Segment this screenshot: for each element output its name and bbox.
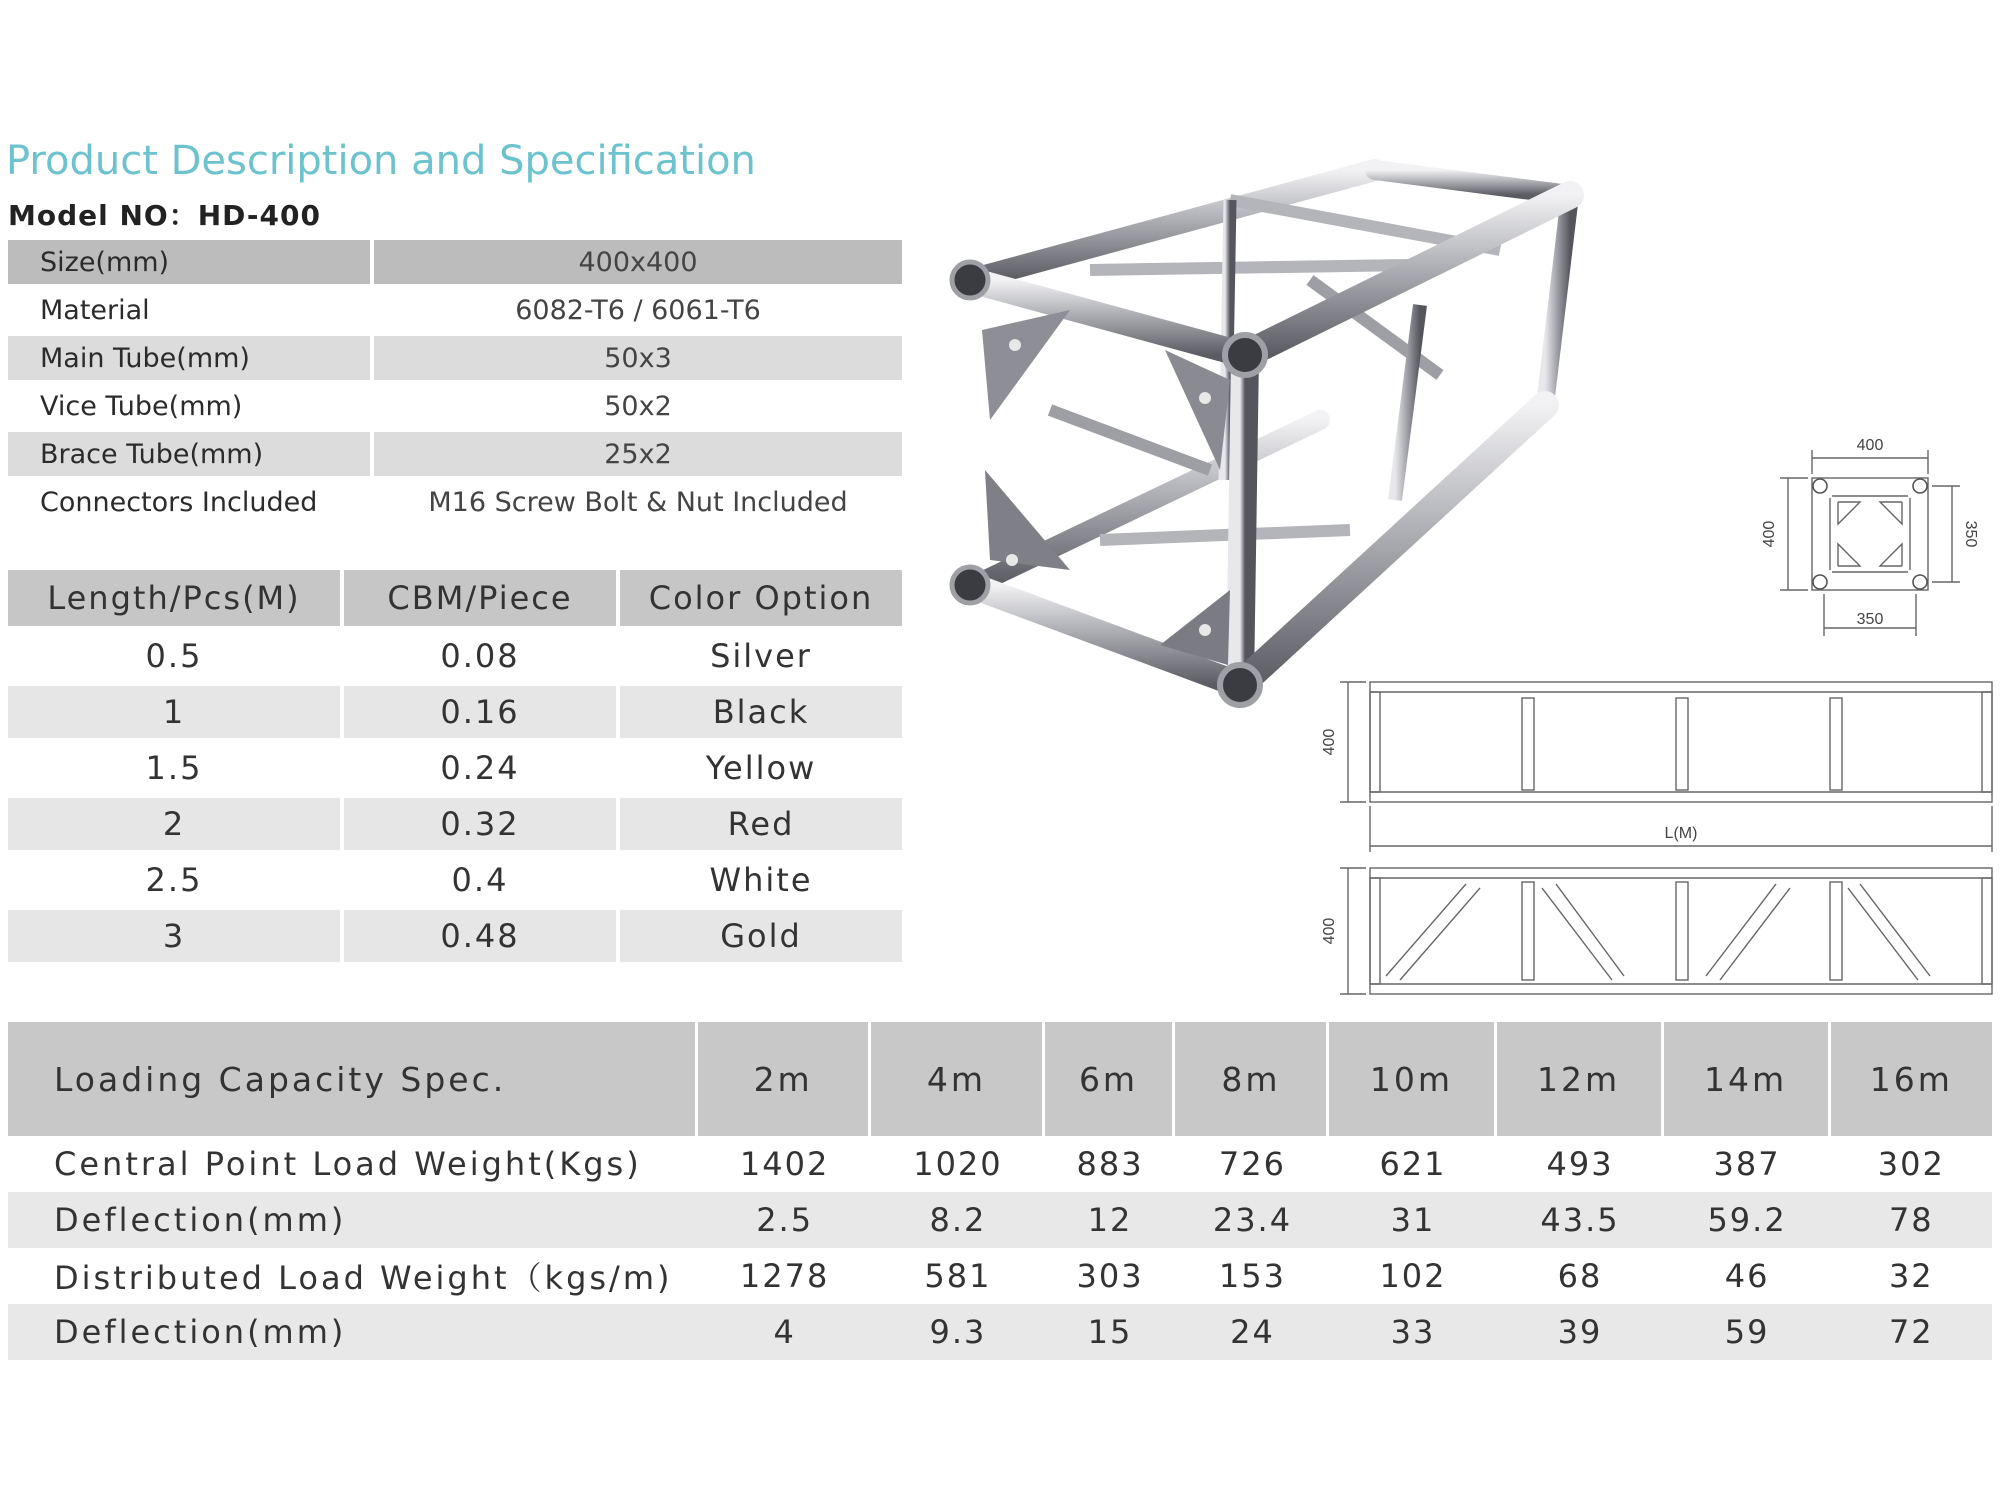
span-header: 12m: [1497, 1022, 1664, 1136]
dim-label: 350: [1962, 520, 1979, 548]
dim-label: 400: [1321, 728, 1338, 756]
table-cell: 2.5: [698, 1192, 871, 1248]
dim-label: 400: [1761, 520, 1778, 548]
brace: [1050, 410, 1210, 470]
table-row: [8, 1304, 1992, 1360]
table-cell: 493: [1546, 1145, 1614, 1183]
spec-key: Connectors Included: [40, 486, 318, 518]
cross-section-drawing: [1740, 428, 1980, 648]
dim-label: 350: [1856, 611, 1884, 628]
table-cell: 0.16: [344, 686, 620, 742]
row-label: Deflection(mm): [8, 1304, 698, 1360]
table-cell: 12: [1045, 1192, 1176, 1248]
table-cell: 33: [1329, 1304, 1496, 1360]
table-cell: 1.5: [8, 742, 344, 798]
column-header: Color Option: [620, 570, 902, 630]
row-label: Deflection(mm): [8, 1192, 698, 1248]
table-cell: Yellow: [620, 742, 902, 798]
model-number: Model NO：HD-400: [8, 199, 321, 232]
row-label: Distributed Load Weight（kgs/m): [54, 1259, 673, 1297]
dim-label: 400: [1856, 437, 1884, 454]
bolt-hole: [1009, 339, 1021, 351]
table-cell: 1402: [739, 1145, 830, 1183]
spec-row: [8, 432, 902, 476]
span-header: 14m: [1664, 1022, 1831, 1136]
row-label: Central Point Load Weight(Kgs): [54, 1145, 642, 1183]
spec-value: 6082-T6 / 6061-T6: [515, 294, 761, 326]
spec-table: [8, 236, 902, 528]
table-row: [8, 630, 902, 686]
column-header: Length/Pcs(M): [8, 570, 344, 630]
table-cell: 153: [1218, 1257, 1286, 1295]
table-row: [8, 854, 902, 910]
table-cell: 46: [1724, 1257, 1770, 1295]
table-header-row: [8, 1022, 1992, 1136]
tube-end: [1225, 335, 1265, 375]
table-cell: 78: [1831, 1192, 1992, 1248]
table-cell: Black: [620, 686, 902, 742]
vertical-brace: [1395, 305, 1420, 500]
length-cbm-color-table: [8, 570, 902, 966]
table-row: [8, 1192, 1992, 1248]
table-row: [8, 686, 902, 742]
far-vertical-tube: [1545, 195, 1570, 405]
brace: [1100, 530, 1350, 540]
table-cell: 23.4: [1175, 1192, 1329, 1248]
page-title: Product Description and Specification: [6, 138, 756, 184]
table-cell: 72: [1831, 1304, 1992, 1360]
table-cell: 3: [8, 910, 344, 966]
table-cell: 68: [1557, 1257, 1603, 1295]
table-cell: 43.5: [1497, 1192, 1664, 1248]
table-cell: 59.2: [1664, 1192, 1831, 1248]
table-cell: 32: [1888, 1257, 1934, 1295]
near-top-rail: [1245, 195, 1570, 355]
table-cell: 1: [8, 686, 344, 742]
span-header: 10m: [1329, 1022, 1496, 1136]
table-cell: 0.4: [344, 854, 620, 910]
table-cell: Silver: [620, 630, 902, 686]
table-cell: 9.3: [871, 1304, 1044, 1360]
table-cell: 59: [1664, 1304, 1831, 1360]
table-cell: 621: [1379, 1145, 1447, 1183]
spec-value: 50x2: [604, 390, 672, 422]
spec-value: 50x3: [374, 336, 902, 380]
table-cell: 302: [1877, 1145, 1945, 1183]
table-cell: Gold: [620, 910, 902, 966]
table-row: [8, 1248, 1992, 1304]
length-label: L(M): [1664, 825, 1698, 842]
spec-key: Main Tube(mm): [8, 336, 374, 380]
table-row: [8, 798, 902, 854]
table-cell: White: [620, 854, 902, 910]
tube-end: [952, 262, 988, 298]
dim-label: 400: [1321, 917, 1338, 945]
table-cell: 2: [8, 798, 344, 854]
table-cell: 24: [1175, 1304, 1329, 1360]
table-cell: 883: [1076, 1145, 1144, 1183]
truss-illustration: [940, 140, 1600, 730]
spec-value: 25x2: [374, 432, 902, 476]
table-cell: 387: [1713, 1145, 1781, 1183]
spec-value: M16 Screw Bolt & Nut Included: [428, 486, 848, 518]
table-cell: 303: [1076, 1257, 1144, 1295]
spec-row: [8, 240, 902, 284]
bolt-hole: [1199, 624, 1211, 636]
column-header: CBM/Piece: [344, 570, 620, 630]
spec-value: 400x400: [374, 240, 902, 284]
table-cell: 4: [698, 1304, 871, 1360]
spec-key: Material: [40, 294, 150, 326]
table-cell: 15: [1045, 1304, 1176, 1360]
table-row: [8, 742, 902, 798]
tube-end: [1220, 665, 1260, 705]
table-cell: Red: [620, 798, 902, 854]
gusset-plate: [982, 310, 1070, 420]
table-cell: 581: [924, 1257, 992, 1295]
front-right-vertical: [1240, 355, 1245, 685]
table-cell: 1020: [913, 1145, 1003, 1183]
spec-key: Brace Tube(mm): [8, 432, 374, 476]
far-top-rail: [1375, 170, 1570, 195]
spec-row: [8, 336, 902, 380]
table-cell: 2.5: [8, 854, 344, 910]
bolt-hole: [1006, 554, 1018, 566]
spec-key: Vice Tube(mm): [40, 390, 243, 422]
table-row: [8, 910, 902, 966]
side-elevation-drawings: [1320, 670, 2000, 1005]
table-cell: 8.2: [871, 1192, 1044, 1248]
span-header: 6m: [1045, 1022, 1176, 1136]
span-header: 16m: [1831, 1022, 1992, 1136]
table-cell: 1278: [739, 1257, 830, 1295]
table-cell: 726: [1218, 1145, 1286, 1183]
table-cell: 31: [1329, 1192, 1496, 1248]
table-cell: 39: [1497, 1304, 1664, 1360]
table-cell: 0.48: [344, 910, 620, 966]
spec-row: [8, 480, 902, 524]
table-cell: 102: [1379, 1257, 1447, 1295]
table-row: [8, 1136, 1992, 1192]
loading-title: Loading Capacity Spec.: [8, 1022, 698, 1136]
table-cell: 0.32: [344, 798, 620, 854]
span-header: 2m: [698, 1022, 871, 1136]
spec-row: [8, 288, 902, 332]
gusset-plate: [985, 470, 1070, 570]
span-header: 8m: [1175, 1022, 1329, 1136]
bolt-hole: [1199, 392, 1211, 404]
loading-capacity-table: [8, 1022, 1992, 1360]
table-cell: 0.08: [344, 630, 620, 686]
table-cell: 0.5: [8, 630, 344, 686]
brace: [1090, 265, 1410, 270]
elevation-frame: [1370, 682, 1992, 802]
spec-row: [8, 384, 902, 428]
table-header-row: [8, 570, 902, 630]
spec-key: Size(mm): [8, 240, 374, 284]
tube-end: [952, 567, 988, 603]
span-header: 4m: [871, 1022, 1044, 1136]
table-cell: 0.24: [344, 742, 620, 798]
